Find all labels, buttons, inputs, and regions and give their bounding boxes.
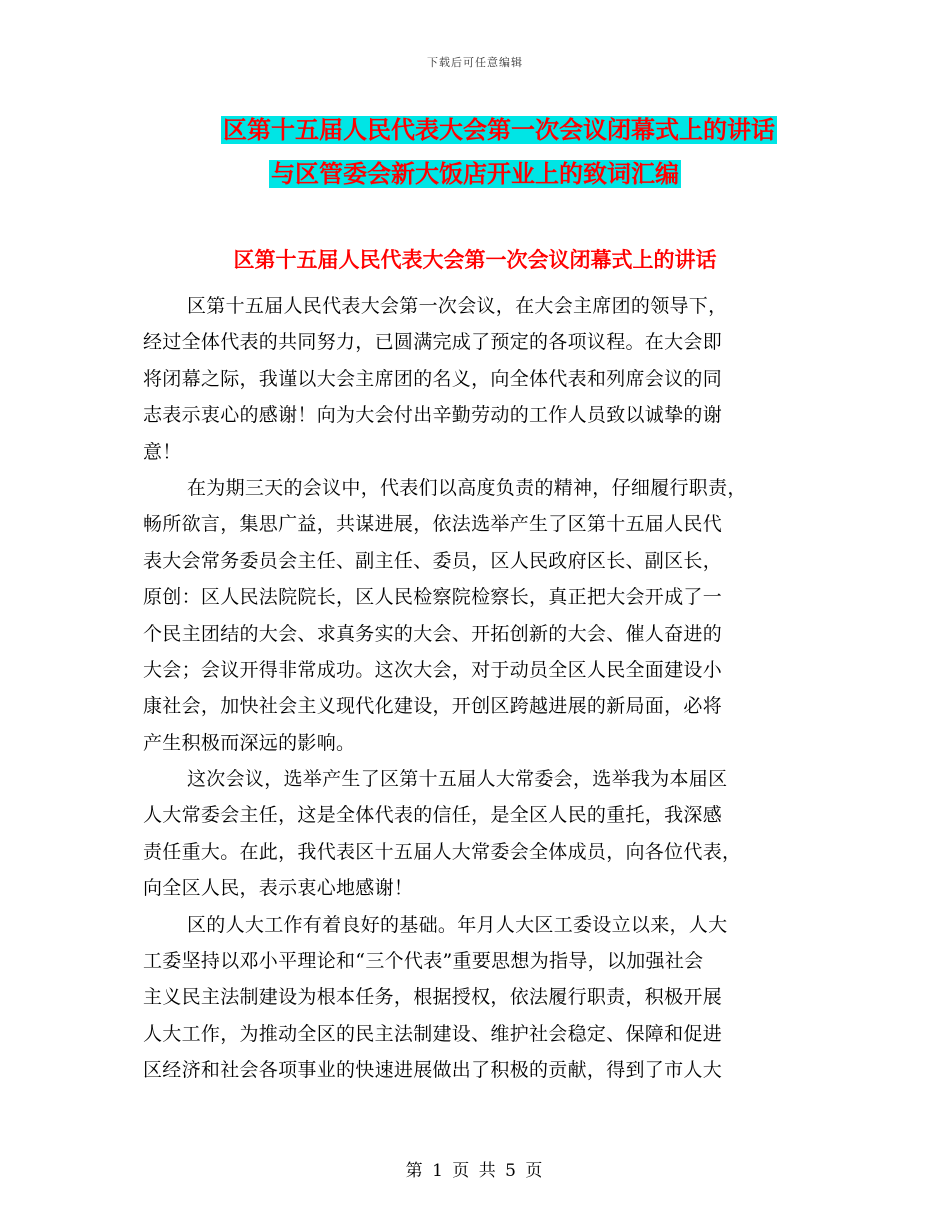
body-line: 大会；会议开得非常成功。这次大会，对于动员全区人民全面建设小 [143, 658, 723, 681]
body-line: 畅所欲言，集思广益，共谋进展，依法选举产生了区第十五届人民代 [143, 513, 723, 536]
body-line: 经过全体代表的共同努力，已圆满完成了预定的各项议程。在大会即 [143, 331, 723, 354]
page-footer: 第 1 页 共 5 页 [405, 1161, 545, 1181]
header-note: 下载后可任意编辑 [427, 56, 523, 69]
body-line: 这次会议，选举产生了区第十五届人大常委会，选举我为本届区 [187, 768, 728, 791]
body-line: 责任重大。在此，我代表区十五届人大常委会全体成员，向各位代表， [143, 840, 742, 863]
body-line: 区的人大工作有着良好的基础。年月人大区工委设立以来，人大 [187, 913, 728, 936]
body-line: 主义民主法制建设为根本任务，根据授权，依法履行职责，积极开展 [143, 986, 723, 1009]
body-line: 人大常委会主任，这是全体代表的信任，是全区人民的重托，我深感 [143, 804, 723, 827]
body-text [143, 288, 803, 1089]
document-title-line-1 [0, 108, 950, 152]
body-line: 原创：区人民法院院长，区人民检察院检察长，真正把大会开成了一 [143, 586, 723, 609]
body-line: 区经济和社会各项事业的快速进展做出了积极的贡献，得到了市人大 [143, 1059, 723, 1082]
body-line: 产生积极而深远的影响。 [143, 731, 356, 754]
body-line: 康社会，加快社会主义现代化建设，开创区跨越进展的新局面，必将 [143, 695, 723, 718]
document-title-line-2-text: 与区管委会新大饭店开业上的致词汇编 [271, 160, 679, 188]
body-line: 向全区人民，表示衷心地感谢！ [143, 877, 414, 900]
body-line: 志表示衷心的感谢！向为大会付出辛勤劳动的工作人员致以诚挚的谢 [143, 404, 723, 427]
body-line: 人大工作，为推动全区的民主法制建设、维护社会稳定、保障和促进 [143, 1022, 723, 1045]
section-heading: 区第十五届人民代表大会第一次会议闭幕式上的讲话 [233, 248, 717, 272]
document-title-line-1-text: 区第十五届人民代表大会第一次会议闭幕式上的讲话 [223, 116, 775, 144]
document-title-line-2 [0, 152, 950, 196]
body-line: 个民主团结的大会、求真务实的大会、开拓创新的大会、催人奋进的 [143, 622, 723, 645]
body-line: 区第十五届人民代表大会第一次会议，在大会主席团的领导下， [187, 295, 728, 317]
body-line: 将闭幕之际，我谨以大会主席团的名义，向全体代表和列席会议的同 [143, 367, 723, 390]
body-line: 在为期三天的会议中，代表们以高度负责的精神，仔细履行职责， [187, 476, 747, 499]
body-line: 表大会常务委员会主任、副主任、委员，区人民政府区长、副区长， [143, 549, 723, 572]
body-line: 工委坚持以邓小平理论和“三个代表”重要思想为指导，以加强社会 [143, 950, 704, 973]
body-line: 意！ [143, 440, 182, 463]
